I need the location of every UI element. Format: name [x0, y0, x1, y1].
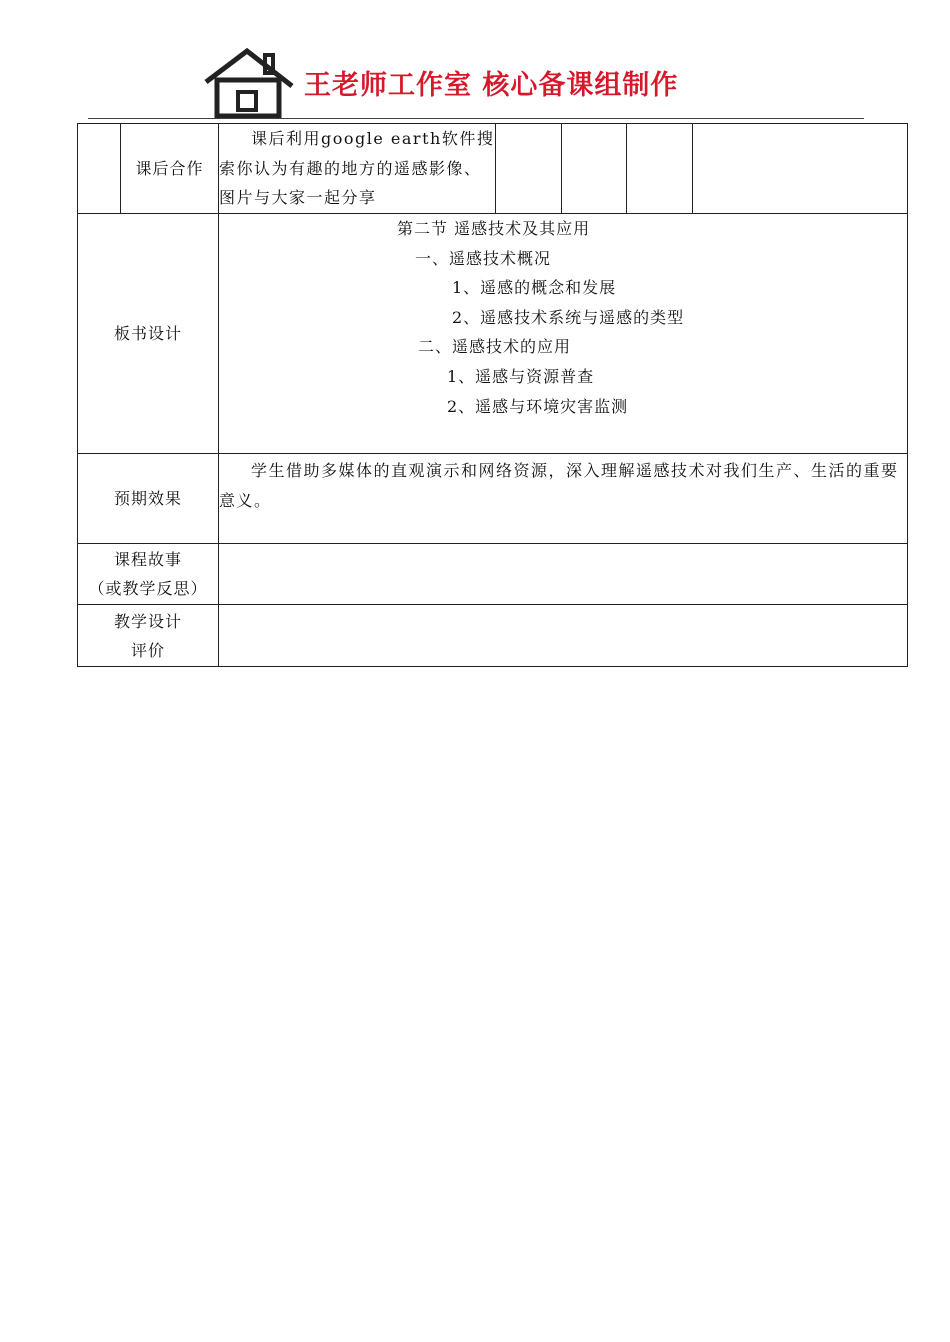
course-story-label-line2: （或教学反思）	[88, 579, 208, 598]
course-story-content	[219, 544, 908, 605]
blank-cell	[627, 124, 693, 214]
expected-effect-label: 预期效果	[78, 454, 219, 544]
board-line: 一、遥感技术概况	[415, 248, 552, 268]
header-divider	[88, 118, 864, 119]
after-class-label: 课后合作	[121, 124, 219, 214]
row-design-evaluation	[78, 605, 908, 667]
design-evaluation-content	[219, 605, 908, 667]
board-design-label: 板书设计	[78, 214, 219, 454]
blank-cell	[562, 124, 627, 214]
brand-title: 王老师工作室 核心备课组制作	[304, 70, 679, 101]
board-line: 2、遥感技术系统与遥感的类型	[452, 307, 685, 327]
row-board-design	[78, 214, 908, 454]
board-line: 1、遥感的概念和发展	[452, 278, 617, 298]
board-line: 1、遥感与资源普查	[447, 366, 595, 386]
row-course-story	[78, 544, 908, 605]
board-line: 二、遥感技术的应用	[418, 337, 572, 357]
design-evaluation-label-line2: 评价	[130, 640, 165, 660]
blank-cell	[78, 124, 121, 214]
course-story-label-line1: 课程故事	[113, 550, 182, 569]
row-after-class	[78, 124, 908, 214]
lesson-plan-table	[77, 123, 908, 667]
after-class-content: 课后利用google earth软件搜索你认为有趣的地方的遥感影像、图片与大家一起分享	[219, 124, 496, 214]
house-icon	[203, 46, 299, 120]
course-story-label	[78, 544, 219, 605]
design-evaluation-label-line1: 教学设计	[113, 611, 182, 631]
blank-cell	[496, 124, 562, 214]
blank-cell	[693, 124, 908, 214]
board-heading: 第二节 遥感技术及其应用	[397, 219, 591, 238]
row-expected-effect	[78, 454, 908, 544]
board-line: 2、遥感与环境灾害监测	[447, 396, 629, 416]
page-header	[0, 0, 950, 125]
expected-effect-content: 学生借助多媒体的直观演示和网络资源，深入理解遥感技术对我们生产、生活的重要意义。	[219, 454, 908, 544]
design-evaluation-label	[78, 605, 219, 667]
board-design-content	[219, 214, 908, 454]
